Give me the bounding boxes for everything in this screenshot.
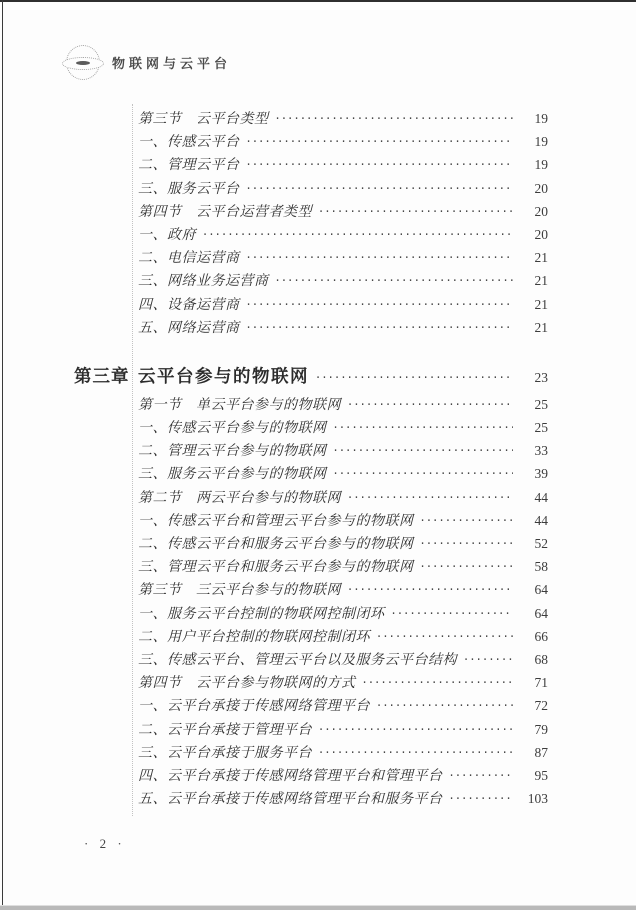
toc-entry-page-number: 21 [534,296,548,312]
toc-entry-title: 第二节 两云平台参与的物联网 [138,490,341,506]
dotted-leader [334,439,514,463]
toc-entry-title: 一、政府 [138,227,196,243]
toc-entry-page-number: 25 [534,396,548,412]
toc-entry-title: 三、网络业务运营商 [138,274,269,290]
scan-edge-top [0,0,636,2]
toc-entry-page-number: 44 [534,512,548,528]
toc-item-entry [138,764,548,787]
dotted-leader [203,223,513,247]
toc-entry-page-number: 20 [534,203,548,219]
toc-item-entry [138,416,548,439]
toc-item-entry [138,153,548,176]
dotted-leader [247,246,514,270]
toc-section-entry [138,200,548,223]
toc-section-entry [138,578,548,601]
toc-entry-page-number: 103 [527,791,548,807]
dotted-leader [464,648,513,672]
dotted-leader [316,363,513,394]
toc-entry-page-number: 95 [534,767,548,783]
toc-entry-title: 三、服务云平台 [138,181,240,197]
toc-entry-page-number: 72 [534,698,548,714]
toc-entry-title: 第三节 云平台类型 [138,112,269,127]
toc-entry-page-number: 20 [534,180,548,196]
dotted-leader [348,486,513,510]
toc-entry-title: 四、设备运营商 [138,297,240,313]
toc-entry-page-number: 19 [534,157,548,173]
toc-entry-title: 一、传感云平台参与的物联网 [138,421,327,437]
toc-entry-page-number: 21 [534,319,548,335]
scan-edge-left [2,0,3,910]
folio-page-number: · 2 · [84,836,122,851]
toc-section-entry [138,486,548,509]
toc-entry-page-number: 33 [534,443,548,459]
toc-entry-title: 二、电信运营商 [138,251,240,267]
toc-entry-page-number: 71 [534,675,548,691]
toc-chapter-entries-list [138,393,548,810]
toc-entry-title: 二、传感云平台和服务云平台参与的物联网 [138,537,414,552]
toc-entry-page-number: 21 [534,250,548,266]
toc-entry-title: 一、服务云平台控制的物联网控制闭环 [138,606,385,622]
toc-entry-title: 二、用户平台控制的物联网控制闭环 [138,629,370,645]
toc-entry-page-number: 58 [534,559,548,575]
toc-entry-title: 一、传感云平台和管理云平台参与的物联网 [138,513,414,529]
toc-item-entry [138,509,548,532]
toc-entry-title: 第三节 三云平台参与的物联网 [138,583,341,599]
toc-entry-page-number: 44 [534,489,548,505]
toc-entry-page-number: 64 [534,605,548,621]
toc-item-entry [138,439,548,462]
dotted-leader [421,532,514,556]
dotted-leader [319,741,513,765]
dotted-leader [377,694,513,718]
toc-entry-title: 五、网络运营商 [138,320,240,336]
toc-item-entry [138,462,548,485]
dotted-leader [247,316,514,340]
toc-entry-page-number: 66 [534,628,548,644]
toc-item-entry [138,694,548,717]
dotted-leader [334,416,514,440]
toc-item-entry [138,293,548,316]
column-rule-divider [132,104,133,816]
toc-item-entry [138,625,548,648]
toc-item-entry [138,223,548,246]
toc-entry-title: 第四节 云平台运营者类型 [138,204,312,220]
dotted-leader [363,671,514,695]
toc-item-entry [138,602,548,625]
toc-item-entry [138,718,548,741]
dotted-leader [319,200,513,224]
toc-item-entry [138,130,548,153]
toc-entry-title: 三、传感云平台、管理云平台以及服务云平台结构 [138,652,457,668]
toc-item-entry [138,555,548,578]
toc-entry-title: 二、管理云平台 [138,158,240,174]
toc-pre-chapter-list [138,107,548,339]
dotted-leader [392,602,514,626]
dotted-leader [276,107,514,131]
toc-entry-page-number: 19 [534,134,548,150]
toc-entry-page-number: 79 [534,721,548,737]
dotted-leader [421,555,514,579]
toc-item-entry [138,741,548,764]
toc-entry-title: 四、云平台承接于传感网络管理平台和管理平台 [138,768,443,784]
toc-entry-title: 二、云平台承接于管理平台 [138,722,312,738]
toc-entry-title: 三、服务云平台参与的物联网 [138,467,327,483]
toc-chapter-row [74,361,548,391]
toc-entry-page-number: 52 [534,536,548,551]
toc-entry-title: 一、传感云平台 [138,135,240,151]
toc-entry-title: 第四节 云平台参与物联网的方式 [138,676,356,692]
toc-entry-page-number: 64 [534,582,548,598]
toc-item-entry [138,648,548,671]
dotted-leader [421,509,514,533]
dotted-leader [247,177,514,201]
toc-chapter-page-number: 23 [534,369,548,385]
toc-entry-page-number: 68 [534,651,548,667]
dotted-leader [348,393,513,417]
toc-chapter-label: 第三章 [74,365,130,386]
book-emblem-icon [64,45,102,80]
toc-item-entry [138,269,548,292]
page-header [64,45,231,80]
toc-entry-title: 第一节 单云平台参与的物联网 [138,397,341,413]
running-head-book-title: 物联网与云平台 [112,56,232,71]
toc-entry-page-number: 39 [534,466,548,482]
dotted-leader [247,153,514,177]
toc-item-entry [138,316,548,339]
toc-section-entry [138,107,548,130]
dotted-leader [319,718,513,742]
toc-chapter-title: 云平台参与的物联网 [138,365,309,386]
toc-item-entry [138,246,548,269]
toc-entry-title: 三、管理云平台和服务云平台参与的物联网 [138,560,414,576]
scan-edge-bottom [0,905,636,910]
table-of-contents [74,107,548,810]
dotted-leader [450,764,514,788]
toc-section-entry [138,393,548,416]
toc-entry-page-number: 25 [534,420,548,436]
toc-entry-title: 二、管理云平台参与的物联网 [138,444,327,460]
toc-section-entry [138,671,548,694]
toc-entry-title: 三、云平台承接于服务平台 [138,745,312,761]
toc-entry-title: 一、云平台承接于传感网络管理平台 [138,699,370,715]
toc-entry-page-number: 87 [534,744,548,760]
toc-entry-page-number: 19 [534,111,548,126]
dotted-leader [334,462,514,486]
dotted-leader [247,293,514,317]
toc-item-entry [138,532,548,555]
dotted-leader [348,578,513,602]
toc-entry-page-number: 20 [534,226,548,242]
dotted-leader [247,130,514,154]
dotted-leader [276,269,514,293]
toc-item-entry [138,787,548,810]
dotted-leader [450,787,514,811]
toc-entry-page-number: 21 [534,273,548,289]
toc-item-entry [138,177,548,200]
toc-entry-title: 五、云平台承接于传感网络管理平台和服务平台 [138,792,443,808]
dotted-leader [377,625,513,649]
